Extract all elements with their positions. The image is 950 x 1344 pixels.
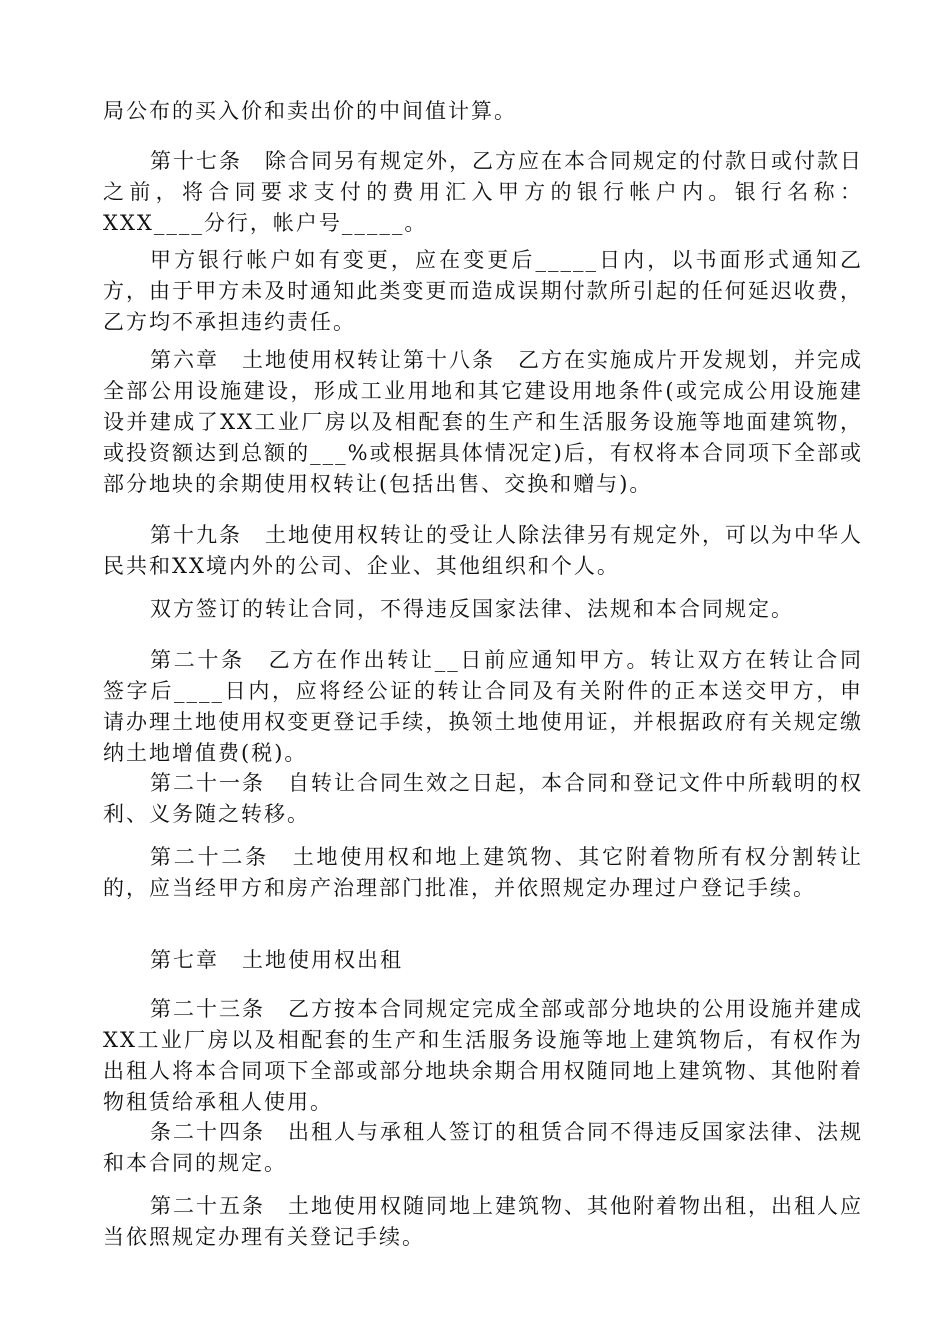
paragraph-bank-account-change: 甲方银行帐户如有变更，应在变更后_____日内，以书面形式通知乙方，由于甲方未及时通知此类变更而造成误期付款所引起的任何延迟收费，乙方均不承担违约责任。 <box>103 248 863 334</box>
paragraph-chapter-6-article-18: 第六章 土地使用权转让第十八条 乙方在实施成片开发规划，并完成全部公用设施建设，形成工业用地和其它建设用地条件(或完成公用设施建设并建成了XX工业厂房以及相配套的生产和生活服务设施等地面建筑物，或投资额达到总额的___%或根据具体情况定)后，有权将本合同项下全部或部分地块的余期使用权转让(包括出售、交换和赠与)。 <box>103 348 863 496</box>
paragraph-continuation: 局公布的买入价和卖出价的中间值计算。 <box>103 99 517 123</box>
paragraph-article-25: 第二十五条 土地使用权随同地上建筑物、其他附着物出租，出租人应当依照规定办理有关登记手续。 <box>103 1194 863 1249</box>
paragraph-article-22: 第二十二条 土地使用权和地上建筑物、其它附着物所有权分割转让的，应当经甲方和房产治理部门批准，并依照规定办理过户登记手续。 <box>103 845 863 900</box>
paragraph-article-20: 第二十条 乙方在作出转让__日前应通知甲方。转让双方在转让合同签字后____日内，应将经公证的转让合同及有关附件的正本送交甲方，申请办理土地使用权变更登记手续，换领土地使用证，并根据政府有关规定缴纳土地增值费(税)。 <box>103 648 863 765</box>
paragraph-article-17: 第十七条 除合同另有规定外，乙方应在本合同规定的付款日或付款日之前，将合同要求支付的费用汇入甲方的银行帐户内。银行名称：XXX____分行，帐户号_____。 <box>103 149 863 235</box>
paragraph-article-24: 条二十四条 出租人与承租人签订的租赁合同不得违反国家法律、法规和本合同的规定。 <box>103 1120 863 1175</box>
paragraph-article-19: 第十九条 土地使用权转让的受让人除法律另有规定外，可以为中华人民共和XX境内外的公司、企业、其他组织和个人。 <box>103 523 863 578</box>
paragraph-transfer-contract: 双方签订的转让合同，不得违反国家法律、法规和本合同规定。 <box>150 597 794 621</box>
chapter-7-heading: 第七章 土地使用权出租 <box>150 948 403 972</box>
paragraph-article-23: 第二十三条 乙方按本合同规定完成全部或部分地块的公用设施并建成XX工业厂房以及相配套的生产和生活服务设施等地上建筑物后，有权作为出租人将本合同项下全部或部分地块余期合用权随同地上建筑物、其他附着物租赁给承租人使用。 <box>103 997 863 1114</box>
paragraph-article-21: 第二十一条 自转让合同生效之日起，本合同和登记文件中所载明的权利、义务随之转移。 <box>103 771 863 826</box>
